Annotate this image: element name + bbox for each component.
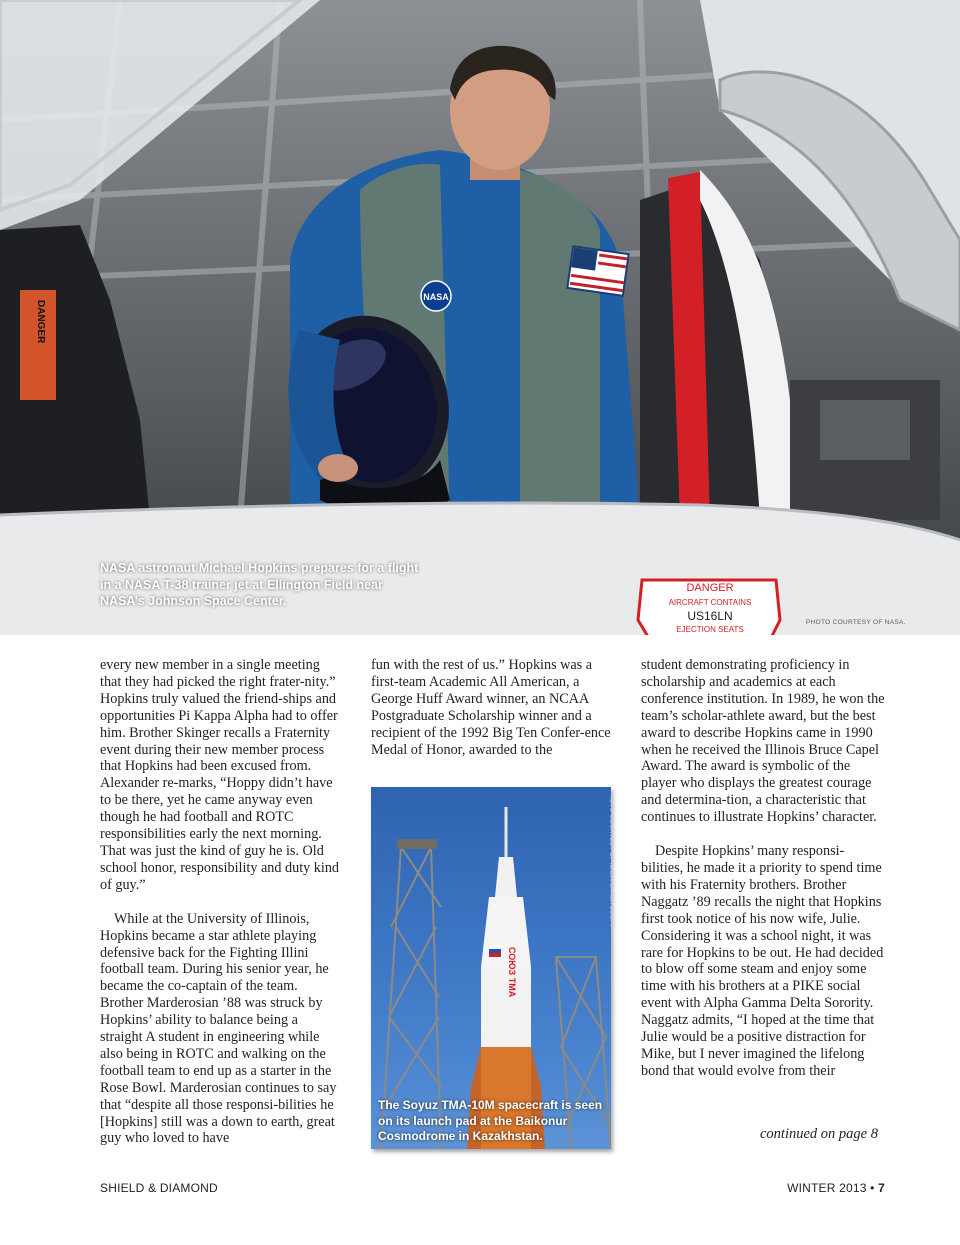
hero-photo-credit: PHOTO COURTESY OF NASA. (806, 619, 906, 626)
svg-text:AIRCRAFT CONTAINS: AIRCRAFT CONTAINS (668, 598, 752, 607)
inset-photo (371, 787, 611, 1149)
article-column-2 (371, 657, 611, 758)
inset-photo-credit: PHOTO COURTESY OF NASA/CARLA COOPI (608, 790, 614, 927)
body-paragraph: student demonstrating proficiency in scholarship and academics at each conference institution. In 1989, he won the team’s scholar-athlete award, but the best award to describe Hopkins came in 1990 when he received the Illinois Bruce Capel Award. The award is symbolic of the player who displays the greatest courage and determina-tion, a characteristic that continues to illustrate Hopkins’ character. (641, 657, 885, 826)
soyuz-illustration (371, 787, 611, 1149)
body-paragraph: Despite Hopkins’ many responsi-bilities, he made it a priority to spend time with his Fraternity brothers. Brother Naggatz ’89 recalls the night that Hopkins first took notice of his now wife, Julie. Considering it was a school night, it was rare for Hopkins to be out. He had decided to blow off some steam and enjoy some time with his brothers at a PIKE social event with Alpha Gamma Delta Sorority. Naggatz admits, “I hoped at the time that Julie would be a positive distraction for Mike, but I never imagined the lifelong bond that would evolve from their (641, 843, 884, 1079)
footer-issue-label: WINTER 2013 (787, 1181, 867, 1195)
flag-patch (567, 246, 628, 295)
hero-photo-caption: NASA astronaut Michael Hopkins prepares for a flight in a NASA T-38 trainer jet at Ellington Field near NASA’s Johnson Space Center. (100, 561, 419, 608)
svg-text:NASA: NASA (423, 292, 449, 302)
svg-text:US16LN: US16LN (687, 609, 733, 623)
body-paragraph: fun with the rest of us.” Hopkins was a first-team Academic All American, a George Huff Award winner, an NCAA Postgraduate Scholarship winner and a recipient of the 1992 Big Ten Confer-ence Medal of Honor, awarded to the (371, 657, 611, 758)
page-number: 7 (878, 1181, 885, 1195)
inset-photo-caption: The Soyuz TMA-10M spacecraft is seen on its launch pad at the Baikonur Cosmodrome in Kazakhstan. (378, 1098, 603, 1143)
svg-text:DANGER: DANGER (686, 582, 734, 594)
danger-sign (638, 580, 780, 635)
body-paragraph: While at the University of Illinois, Hopkins became a star athlete playing defensive back for the Fighting Illini football team. During his senior year, he became the co-captain of the team. Brother Marderosian ’88 was struck by Hopkins’ ability to balance being a straight A student in engineering while also being in ROTC and walking on the football team to end up as a starter in the Rose Bowl. Marderosian continues to say that “despite all those responsi-bilities he [Hopkins] still was a down to earth, great guy who loved to have (100, 910, 337, 1147)
footer-separator: • (866, 1181, 879, 1195)
svg-text:DANGER: DANGER (35, 300, 46, 344)
rocket-lettering: СОЮЗ ТМА (507, 947, 517, 998)
article-column-1 (100, 657, 342, 1147)
footer-issue (787, 1181, 885, 1195)
svg-text:EJECTION SEATS: EJECTION SEATS (676, 625, 744, 634)
continued-link[interactable]: continued on page 8 (760, 1126, 878, 1142)
body-paragraph: every new member in a single meeting that they had picked the right frater-nity.” Hopkins truly valued the friend-ships and opportunities Pi Kappa Alpha had to offer him. Brother Skinger recalls a Fraternity event during their new member process that Hopkins had been excused from. Alexander re-marks, “Hoppy didn’t have to be there, yet he came anyway even though he had football and ROTC responsibilities early the next morning. That was just the kind of guy he is. Old school honor, responsibility and duty kind of guy.” (100, 657, 340, 893)
footer-publication: SHIELD & DIAMOND (100, 1181, 218, 1195)
article-column-3 (641, 657, 885, 1080)
